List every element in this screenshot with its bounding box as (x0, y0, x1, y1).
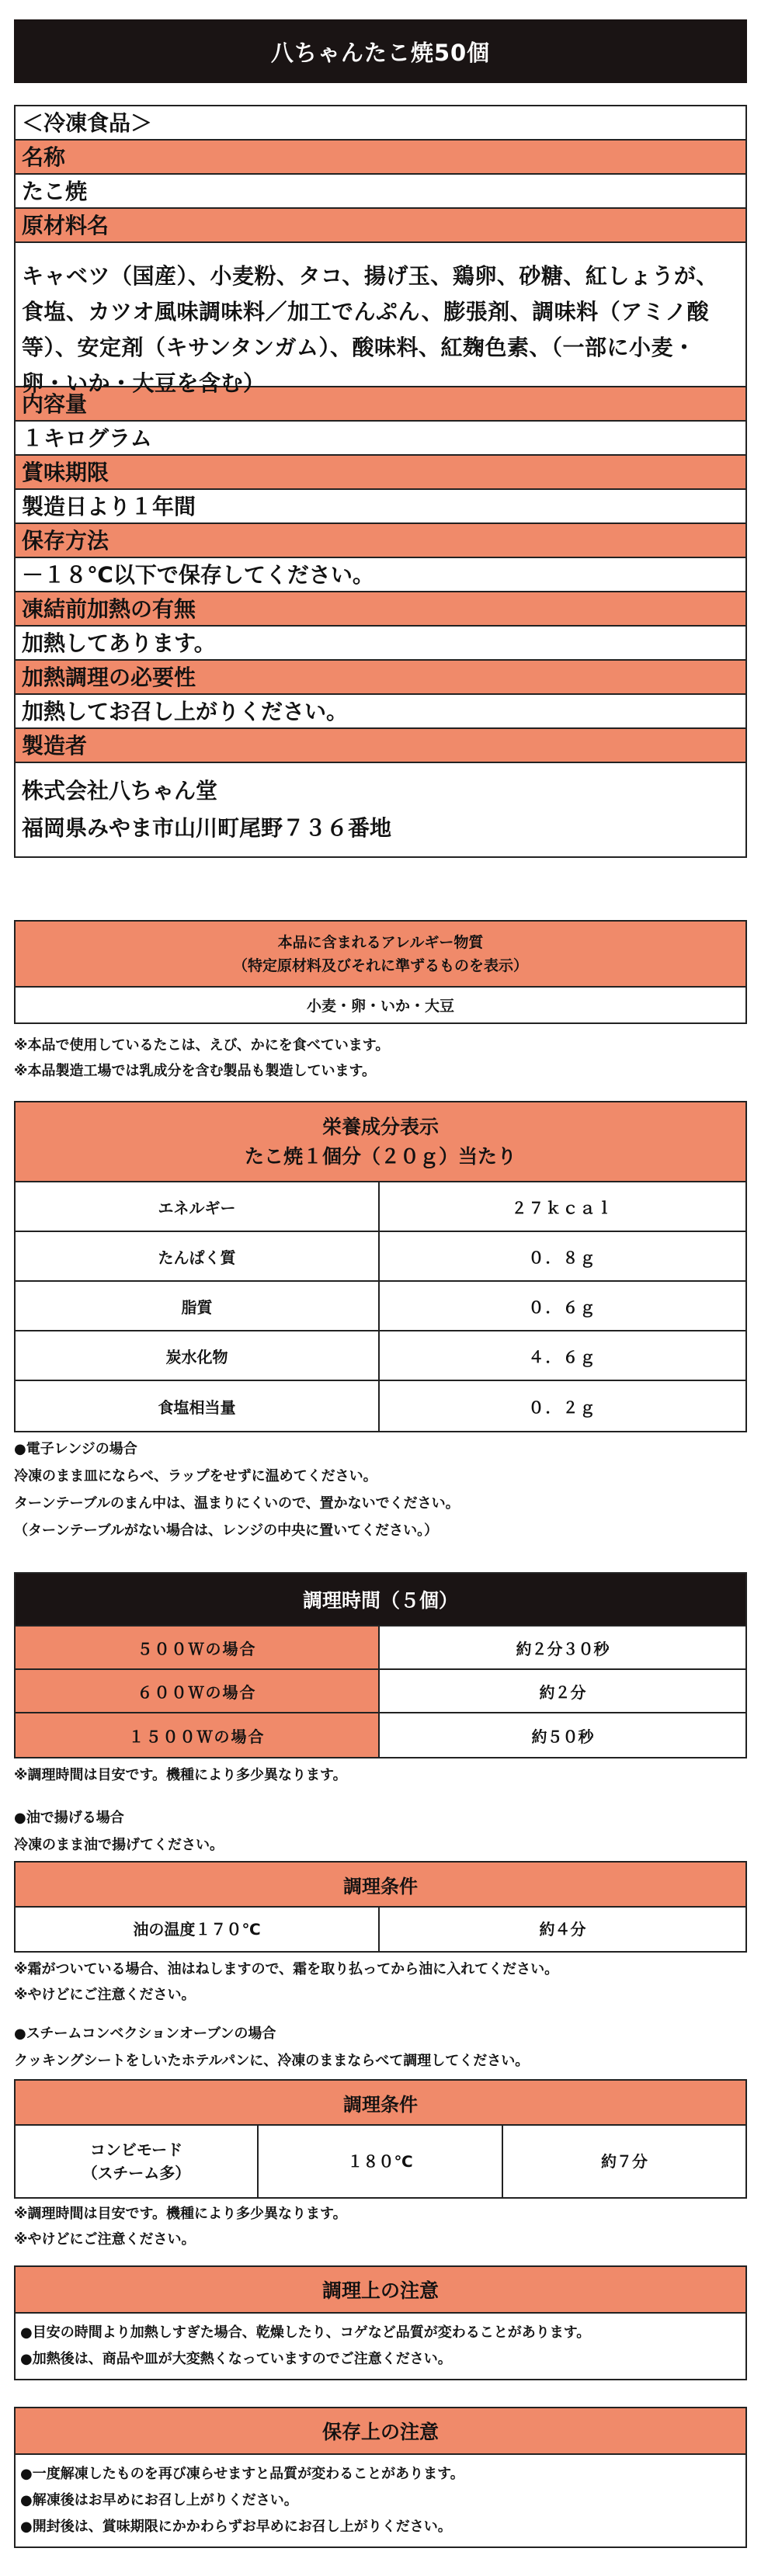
storage-caution-box (14, 2407, 747, 2548)
oven-time-cell: 約７分 (601, 2152, 648, 2171)
wattage-cell: ５００Ｗの場合 (16, 1626, 380, 1668)
oven-table-header: 調理条件 (16, 2081, 745, 2126)
maker-name: 株式会社八ちゃん堂 (22, 778, 218, 804)
label-maker-header: 製造者 (16, 729, 745, 763)
fry-note-1: ※霜がついている場合、油はねしますので、霜を取り払ってから油に入れてください。 (14, 1961, 559, 1977)
oven-note-2: ※やけどにご注意ください。 (14, 2231, 196, 2248)
time-cell: 約２分３０秒 (516, 1639, 610, 1658)
nutrient-value: ０．８ｇ (528, 1248, 597, 1267)
microwave-line-1: 冷凍のまま皿にならべ、ラップをせずに温めてください。 (14, 1468, 377, 1484)
wattage-cell: １５００Ｗの場合 (16, 1713, 380, 1757)
cooking-caution-box (14, 2265, 747, 2380)
table-row (16, 2126, 745, 2197)
label-category: ＜冷凍食品＞ (16, 106, 745, 141)
label-ingredients-value: キャベツ（国産）、小麦粉、タコ、揚げ玉、鶏卵、砂糖、紅しょうが、食塩、カツオ風味調味料／加工でんぷん、膨張剤、調味料（アミノ酸等）、安定剤（キサンタンガム）、酸味料、紅麹色素、（一部に小麦・卵・いか・大豆を含む） (16, 243, 745, 387)
microwave-line-3: （ターンテーブルがない場合は、レンジの中央に置いてください。） (14, 1522, 439, 1539)
oven-temperature-cell: １８０℃ (259, 2126, 503, 2197)
oven-mode-line-1: コンビモード (89, 2140, 183, 2159)
nutrient-value: ２７ｋｃａｌ (511, 1198, 614, 1217)
table-row (16, 1908, 745, 1951)
table-row (16, 1282, 745, 1331)
storage-caution-body (16, 2455, 745, 2546)
fry-note-2: ※やけどにご注意ください。 (14, 1987, 196, 2003)
fry-condition-table (14, 1861, 747, 1953)
oven-mode-cell (16, 2126, 259, 2197)
oven-title: ●スチームコンベクションオーブンの場合 (14, 2026, 276, 2042)
label-preheat-header: 凍結前加熱の有無 (16, 592, 745, 627)
nutrient-value: ０．２ｇ (528, 1397, 597, 1417)
label-storage-value: －１８℃以下で保存してください。 (16, 558, 745, 592)
allergy-items: 小麦・卵・いか・大豆 (306, 998, 454, 1015)
fry-line-1: 冷凍のまま油で揚げてください。 (14, 1837, 224, 1853)
cooking-caution-body (16, 2314, 745, 2379)
oven-mode-line-2: （スチーム多） (82, 2164, 191, 2182)
table-row (16, 1182, 745, 1232)
allergy-heading-1: 本品に含まれるアレルギー物質 (277, 933, 484, 951)
oven-line-1: クッキングシートをしいたホテルパンに、冷凍のままならべて調理してください。 (14, 2053, 530, 2069)
cooking-caution-line-2: ●加熱後は、商品や皿が大変熱くなっていますのでご注意ください。 (20, 2351, 452, 2367)
label-storage-header: 保存方法 (16, 524, 745, 558)
nutrition-table (14, 1101, 747, 1432)
nutrient-name: エネルギー (16, 1182, 380, 1231)
fry-table-header: 調理条件 (16, 1863, 745, 1908)
microwave-title: ●電子レンジの場合 (14, 1441, 137, 1457)
storage-caution-line-3: ●開封後は、賞味期限にかかわらずお早めにお召し上がりください。 (20, 2519, 452, 2535)
table-row (16, 1626, 745, 1670)
label-ingredients-header: 原材料名 (16, 209, 745, 243)
label-preheat-value: 加熱してあります。 (16, 627, 745, 661)
oven-condition-table (14, 2079, 747, 2199)
label-expiry-header: 賞味期限 (16, 456, 745, 490)
storage-caution-line-1: ●一度解凍したものを再び凍らせますと品質が変わることがあります。 (20, 2466, 464, 2482)
microwave-line-2: ターンテーブルのまん中は、温まりにくいので、置かないでください。 (14, 1495, 460, 1512)
nutrient-name: 炭水化物 (16, 1331, 380, 1380)
storage-caution-line-2: ●解凍後はお早めにお召し上がりください。 (20, 2492, 298, 2508)
label-expiry-value: 製造日より１年間 (16, 490, 745, 524)
microwave-time-table (14, 1572, 747, 1758)
allergy-note-1: ※本品で使用しているたこは、えび、かにを食べています。 (14, 1037, 390, 1054)
wattage-cell: ６００Ｗの場合 (16, 1670, 380, 1712)
fry-time-cell: 約４分 (539, 1920, 586, 1939)
cooking-caution-header: 調理上の注意 (16, 2267, 745, 2314)
oven-note-1: ※調理時間は目安です。機種により多少異なります。 (14, 2206, 347, 2222)
microwave-note: ※調理時間は目安です。機種により多少異なります。 (14, 1767, 347, 1783)
label-name-value: たこ焼 (16, 175, 745, 209)
microwave-table-header: 調理時間（５個） (16, 1574, 745, 1626)
nutrition-heading-2: たこ焼１個分（２０ｇ）当たり (244, 1144, 516, 1168)
food-label-table (14, 105, 747, 858)
allergy-header (16, 922, 745, 988)
storage-caution-header: 保存上の注意 (16, 2408, 745, 2455)
nutrient-value: ０．６ｇ (528, 1297, 597, 1317)
table-row (16, 1232, 745, 1282)
label-cooking-value: 加熱してお召し上がりください。 (16, 695, 745, 729)
nutrient-name: 食塩相当量 (16, 1381, 380, 1431)
nutrition-header (16, 1102, 745, 1182)
table-row (16, 1670, 745, 1713)
table-row (16, 1331, 745, 1381)
maker-address: 福岡県みやま市山川町尾野７３６番地 (22, 815, 392, 841)
nutrient-value: ４．６ｇ (528, 1347, 597, 1366)
label-name-header: 名称 (16, 141, 745, 175)
time-cell: 約５０秒 (531, 1727, 594, 1746)
label-quantity-header: 内容量 (16, 387, 745, 422)
label-cooking-header: 加熱調理の必要性 (16, 661, 745, 695)
allergy-note-2: ※本品製造工場では乳成分を含む製品も製造しています。 (14, 1063, 377, 1079)
label-quantity-value: １キログラム (16, 422, 745, 456)
cooking-caution-line-1: ●目安の時間より加熱しすぎた場合、乾燥したり、コゲなど品質が変わることがあります。 (20, 2324, 591, 2341)
fry-title: ●油で揚げる場合 (14, 1810, 124, 1826)
nutrition-heading-1: 栄養成分表示 (321, 1115, 439, 1138)
product-title: 八ちゃんたこ焼50個 (14, 19, 747, 83)
oil-temperature-cell: 油の温度１７０℃ (16, 1908, 380, 1951)
label-maker-value (16, 763, 745, 856)
time-cell: 約２分 (539, 1682, 586, 1702)
table-row (16, 1381, 745, 1431)
nutrient-name: 脂質 (16, 1282, 380, 1330)
allergy-table (14, 920, 747, 1024)
table-row (16, 1713, 745, 1757)
allergy-heading-2: （特定原材料及びそれに準ずるものを表示） (232, 956, 528, 974)
nutrient-name: たんぱく質 (16, 1232, 380, 1280)
